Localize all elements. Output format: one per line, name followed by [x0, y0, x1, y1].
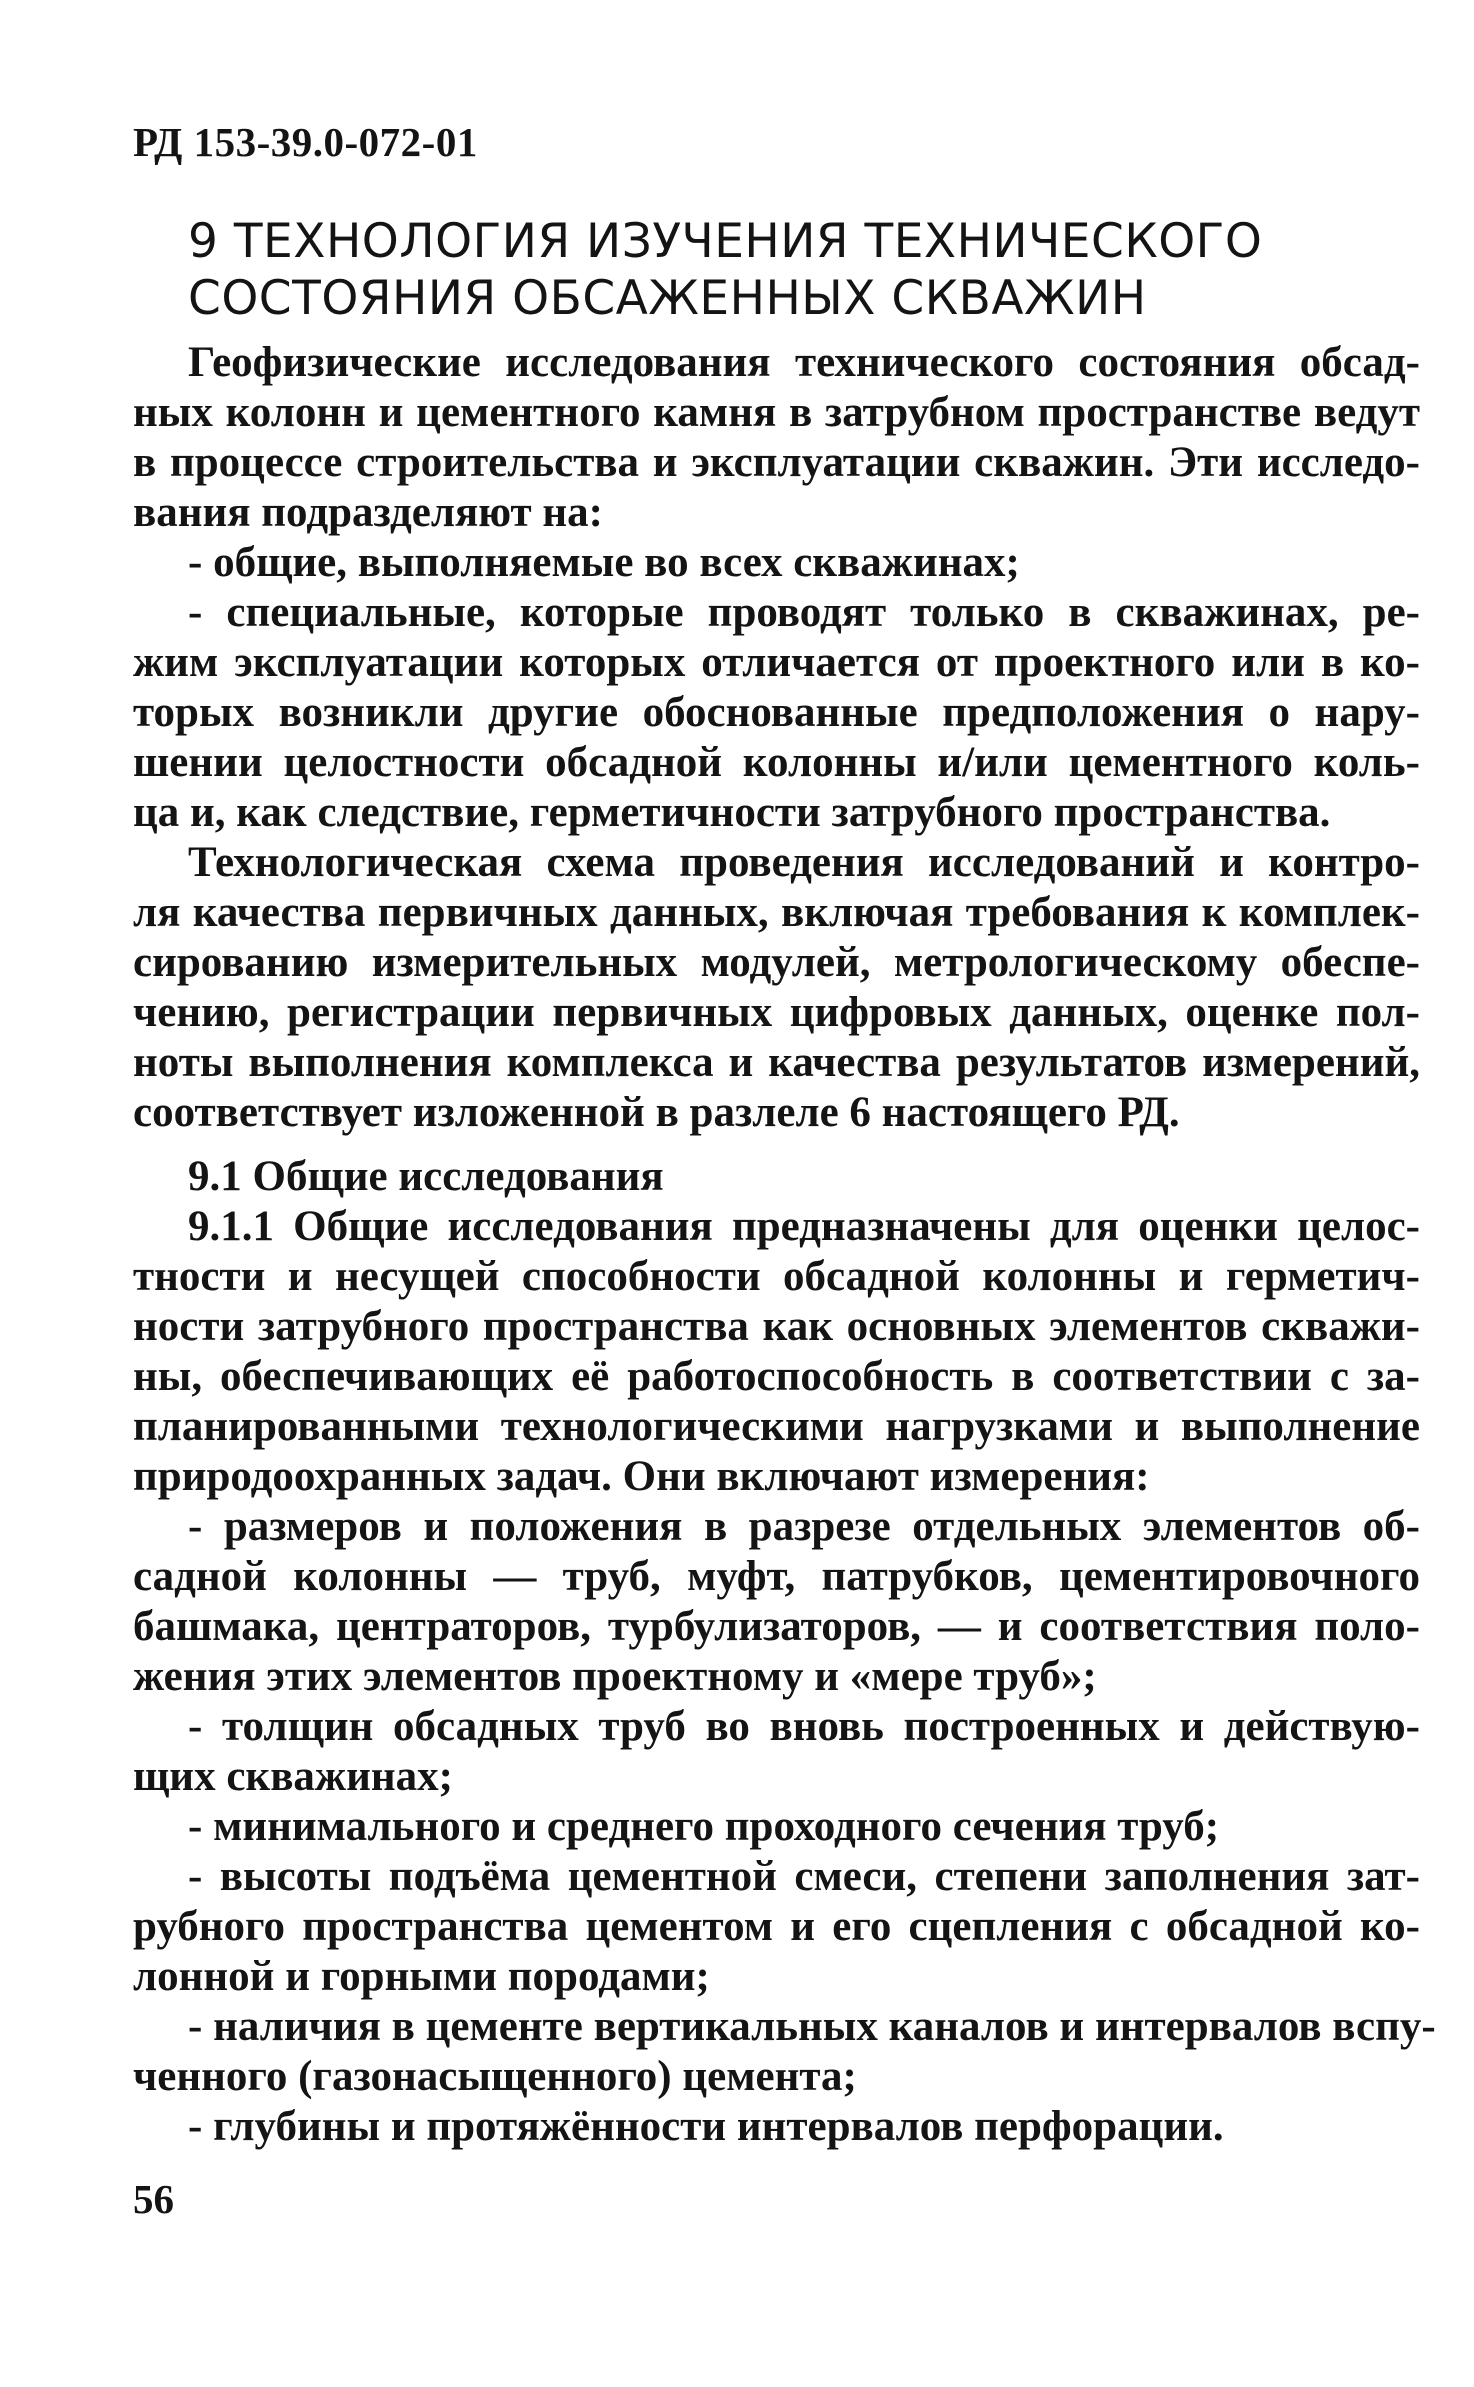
text-line: - высоты подъёма цементной смеси, степени заполнения зат- — [188, 1853, 1420, 1900]
text-line: 9.1.1 Общие исследования предназначены для оценки целос- — [188, 1203, 1420, 1250]
text-line: ля качества первичных данных, включая требования к комплек- — [133, 889, 1420, 936]
list-item-perforation — [133, 2102, 1420, 2152]
text-line: - глубины и протяжённости интервалов перфорации. — [188, 2103, 1224, 2150]
text-line: ны, обеспечивающих её работоспособность в соответствии с за- — [133, 1353, 1420, 1400]
text-line: жим эксплуатации которых отличается от проектного или в ко- — [133, 639, 1420, 686]
section-title-line: СОСТОЯНИЯ ОБСАЖЕННЫХ СКВАЖИН — [188, 271, 1147, 326]
text-line: - наличия в цементе вертикальных каналов и интервалов вспу- — [188, 2003, 1436, 2050]
list-item-general — [133, 538, 1420, 588]
text-line: башмака, центраторов, турбулизаторов, — и соответствия поло- — [133, 1603, 1420, 1650]
text-line: ноты выполнения комплекса и качества результатов измерений, — [133, 1039, 1420, 1086]
text-line: Геофизические исследования технического состояния обсад- — [188, 339, 1420, 386]
text-line: соответствует изложенной в разлеле 6 настоящего РД. — [133, 1089, 1180, 1136]
technology-paragraph — [133, 838, 1420, 1138]
document-body — [133, 338, 1436, 2152]
text-line: рубного пространства цементом и его сцепления с обсадной ко- — [133, 1903, 1420, 1950]
text-line: в процессе строительства и эксплуатации скважин. Эти исследо- — [133, 439, 1420, 486]
section-title-line: 9 ТЕХНОЛОГИЯ ИЗУЧЕНИЯ ТЕХНИЧЕСКОГО — [188, 214, 1263, 269]
list-item-special — [133, 588, 1420, 838]
text-line: чению, регистрации первичных цифровых данных, оценке пол- — [133, 989, 1420, 1036]
text-line: сированию измерительных модулей, метрологическому обеспе- — [133, 939, 1420, 986]
text-line: ца и, как следствие, герметичности затрубного пространства. — [133, 789, 1331, 836]
subsection-heading: 9.1 Общие исследования — [188, 1153, 664, 1200]
text-line: вания подразделяют на: — [133, 489, 603, 536]
text-line: шении целостности обсадной колонны и/или цементного коль- — [133, 739, 1420, 786]
list-item-dimensions — [133, 1502, 1420, 1702]
text-line: лонной и горными породами; — [133, 1953, 710, 2000]
paragraph-9-1-1 — [133, 1202, 1420, 1502]
text-line: - толщин обсадных труб во вновь построенных и действую- — [188, 1703, 1420, 1750]
document-code: РД 153-39.0-072-01 — [133, 119, 478, 165]
text-line: - общие, выполняемые во всех скважинах; — [188, 539, 1020, 586]
text-line: - размеров и положения в разрезе отдельных элементов об- — [188, 1503, 1420, 1550]
text-line: Технологическая схема проведения исследований и контро- — [188, 839, 1420, 886]
text-line: - минимального и среднего проходного сечения труб; — [188, 1803, 1220, 1850]
text-line: тности и несущей способности обсадной колонны и герметич- — [133, 1253, 1420, 1300]
text-line: ности затрубного пространства как основных элементов скважи- — [133, 1303, 1420, 1350]
text-line: жения этих элементов проектному и «мере труб»; — [133, 1653, 1097, 1700]
text-line: щих скважинах; — [133, 1753, 453, 1800]
text-line: торых возникли другие обоснованные предположения о нару- — [133, 689, 1420, 736]
list-item-cross-section — [133, 1802, 1420, 1852]
text-line: природоохранных задач. Они включают измерения: — [133, 1453, 1150, 1500]
text-line: ных колонн и цементного камня в затрубном пространстве ведут — [133, 389, 1420, 436]
text-line: садной колонны — труб, муфт, патрубков, цементировочного — [133, 1553, 1420, 1600]
section-title — [188, 213, 1428, 327]
list-item-channels — [133, 2002, 1436, 2102]
text-line: ченного (газонасыщенного) цемента; — [133, 2053, 857, 2100]
list-item-thickness — [133, 1702, 1420, 1802]
list-item-cement-height — [133, 1852, 1420, 2002]
page-number: 56 — [133, 2176, 174, 2222]
intro-paragraph — [133, 338, 1420, 538]
text-line: - специальные, которые проводят только в скважинах, ре- — [188, 589, 1420, 636]
text-line: планированными технологическими нагрузками и выполнение — [133, 1403, 1420, 1450]
